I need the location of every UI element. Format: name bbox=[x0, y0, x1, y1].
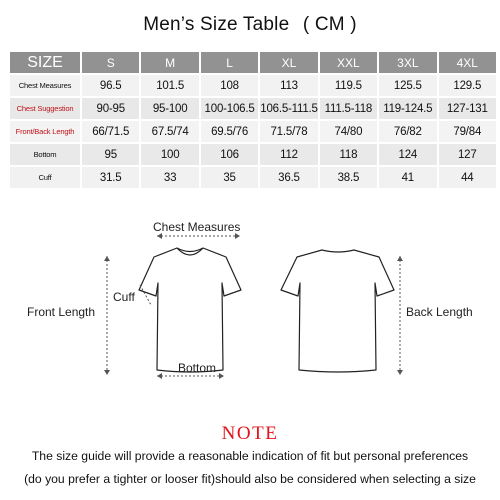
size-header-cell: 3XL bbox=[379, 52, 436, 73]
bottom-arrow-left bbox=[157, 373, 162, 379]
table-row-front-back-length bbox=[10, 121, 496, 142]
table-cell: 124 bbox=[379, 144, 436, 165]
table-cell: 96.5 bbox=[82, 75, 139, 96]
table-cell: 100 bbox=[141, 144, 198, 165]
table-cell: 74/80 bbox=[320, 121, 377, 142]
table-cell: 44 bbox=[439, 167, 496, 188]
cuff-label: Cuff bbox=[113, 290, 135, 304]
table-cell: 38.5 bbox=[320, 167, 377, 188]
table-cell: 33 bbox=[141, 167, 198, 188]
table-cell: 79/84 bbox=[439, 121, 496, 142]
note-line-2: (do you prefer a tighter or looser fit)should also be considered when selecting a size bbox=[24, 472, 476, 486]
table-cell: 106 bbox=[201, 144, 258, 165]
row-label: Front/Back Length bbox=[10, 121, 80, 142]
title-text: Men’s Size Table bbox=[143, 14, 290, 35]
size-table bbox=[8, 50, 498, 190]
table-cell: 35 bbox=[201, 167, 258, 188]
cuff-measure-line bbox=[140, 285, 151, 305]
size-header-cell: 4XL bbox=[439, 52, 496, 73]
table-cell: 100-106.5 bbox=[201, 98, 258, 119]
note-title: NOTE bbox=[221, 423, 279, 444]
table-cell: 118 bbox=[320, 144, 377, 165]
size-header-cell: S bbox=[82, 52, 139, 73]
table-cell: 106.5-111.5 bbox=[260, 98, 317, 119]
table-row-chest-measures bbox=[10, 75, 496, 96]
front-length-label: Front Length bbox=[27, 305, 96, 319]
tshirt-drawings bbox=[0, 210, 500, 390]
table-cell: 76/82 bbox=[379, 121, 436, 142]
front-length-arrow-top bbox=[104, 256, 110, 261]
table-cell: 127 bbox=[439, 144, 496, 165]
bottom-arrow-right bbox=[219, 373, 224, 379]
table-cell: 127-131 bbox=[439, 98, 496, 119]
back-length-arrow-top bbox=[397, 256, 403, 261]
back-tshirt-outline bbox=[281, 250, 394, 372]
row-label: Cuff bbox=[10, 167, 80, 188]
front-tshirt-outline bbox=[139, 248, 241, 372]
table-cell: 71.5/78 bbox=[260, 121, 317, 142]
table-cell: 101.5 bbox=[141, 75, 198, 96]
table-cell: 36.5 bbox=[260, 167, 317, 188]
table-row-cuff bbox=[10, 167, 496, 188]
table-cell: 95-100 bbox=[141, 98, 198, 119]
row-label: Bottom bbox=[10, 144, 80, 165]
table-cell: 111.5-118 bbox=[320, 98, 377, 119]
note-line-1: The size guide will provide a reasonable indication of fit but personal preferences bbox=[31, 449, 469, 463]
table-cell: 95 bbox=[82, 144, 139, 165]
page-title bbox=[0, 14, 500, 36]
table-cell: 66/71.5 bbox=[82, 121, 139, 142]
front-length-arrow-bottom bbox=[104, 370, 110, 375]
back-length-label: Back Length bbox=[406, 305, 473, 319]
back-length-arrow-bottom bbox=[397, 370, 403, 375]
table-cell: 108 bbox=[201, 75, 258, 96]
table-cell: 69.5/76 bbox=[201, 121, 258, 142]
title-unit: ( CM ) bbox=[302, 14, 357, 35]
tshirt-diagram bbox=[0, 210, 500, 390]
size-header-cell: M bbox=[141, 52, 198, 73]
bottom-label: Bottom bbox=[178, 361, 217, 375]
table-cell: 119-124.5 bbox=[379, 98, 436, 119]
table-cell: 129.5 bbox=[439, 75, 496, 96]
table-cell: 31.5 bbox=[82, 167, 139, 188]
size-header-row bbox=[10, 52, 496, 73]
row-label: Chest Measures bbox=[10, 75, 80, 96]
table-cell: 113 bbox=[260, 75, 317, 96]
table-cell: 112 bbox=[260, 144, 317, 165]
table-cell: 125.5 bbox=[379, 75, 436, 96]
size-header-cell: XXL bbox=[320, 52, 377, 73]
table-row-bottom bbox=[10, 144, 496, 165]
row-label: Chest Suggestion bbox=[10, 98, 80, 119]
size-header-cell: XL bbox=[260, 52, 317, 73]
chest-measures-label: Chest Measures bbox=[153, 220, 241, 234]
table-row-chest-suggestion bbox=[10, 98, 496, 119]
table-cell: 90-95 bbox=[82, 98, 139, 119]
size-header-cell: L bbox=[201, 52, 258, 73]
table-cell: 41 bbox=[379, 167, 436, 188]
table-cell: 67.5/74 bbox=[141, 121, 198, 142]
size-header-label: SIZE bbox=[10, 52, 80, 73]
table-cell: 119.5 bbox=[320, 75, 377, 96]
